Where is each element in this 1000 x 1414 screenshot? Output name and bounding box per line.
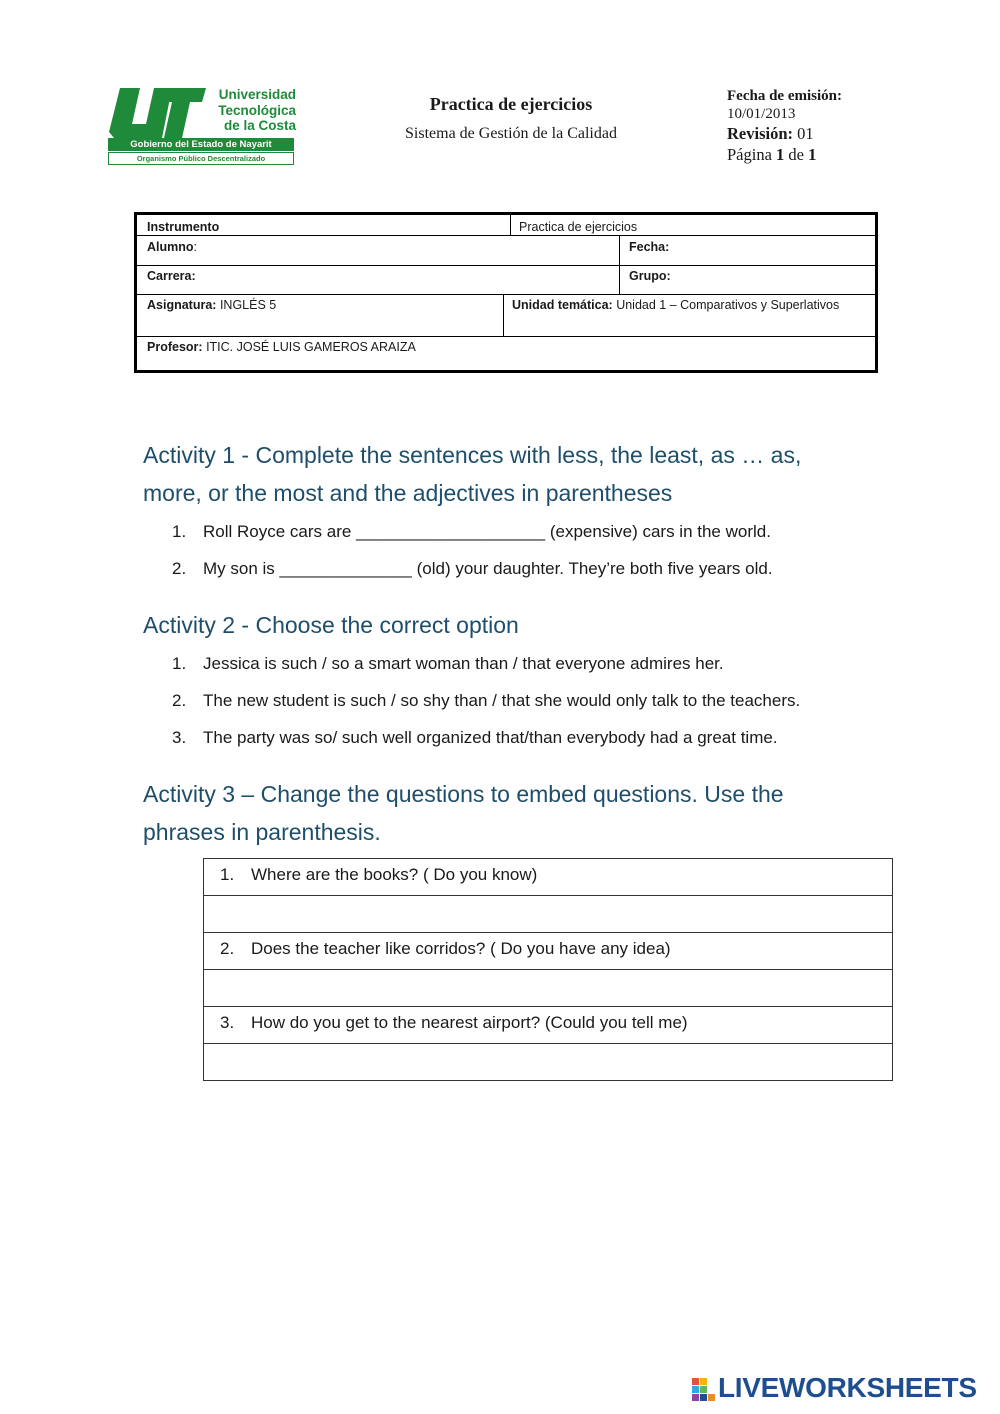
- issue-date: 10/01/2013: [727, 106, 796, 122]
- liveworksheets-wordmark: LIVEWORKSHEETS: [718, 1372, 977, 1403]
- unidad-tematica: [503, 295, 839, 312]
- activity1-heading-line2: more, or the most and the adjectives in parentheses: [143, 480, 673, 506]
- document-meta: [727, 86, 927, 165]
- question-text: How do you get to the nearest airport? (Could you tell me): [251, 1013, 688, 1032]
- revision-value: 01: [797, 124, 814, 143]
- question-number: 2.: [220, 939, 235, 958]
- logo-name-line2: Tecnológica: [218, 102, 296, 118]
- page-number: [727, 144, 927, 165]
- activity3-heading: [143, 775, 883, 851]
- item-text: Roll Royce cars are ____________________ (expensive) cars in the world.: [203, 522, 771, 541]
- page-word: Página: [727, 145, 772, 164]
- profesor-label: Profesor:: [147, 340, 203, 354]
- alumno-colon: :: [193, 240, 198, 254]
- page-current: 1: [776, 145, 785, 164]
- activity3-heading-line1: Activity 3 – Change the questions to embed questions. Use the: [143, 781, 784, 807]
- logo-organism-band: Organismo Público Descentralizado: [108, 152, 294, 165]
- item-text: The new student is such / so shy than / that she would only talk to the teachers.: [203, 691, 801, 710]
- asignatura-label: Asignatura:: [147, 298, 217, 312]
- liveworksheets-logo-icon: [692, 1378, 716, 1402]
- grupo-field[interactable]: Grupo:: [629, 269, 671, 283]
- question-cell: [204, 859, 893, 896]
- logo-government-band: Gobierno del Estado de Nayarit: [108, 138, 294, 151]
- asignatura: [137, 295, 276, 312]
- activity1-heading-line1: Activity 1 - Complete the sentences with less, the least, as … as,: [143, 442, 802, 468]
- activity2-item: [172, 691, 932, 711]
- activity2-item: [172, 654, 932, 674]
- question-text: Where are the books? ( Do you know): [251, 865, 538, 884]
- unidad-label: Unidad temática:: [512, 298, 613, 312]
- carrera-field[interactable]: Carrera:: [147, 269, 196, 283]
- question-number: 1.: [220, 865, 235, 884]
- table-row: [204, 859, 893, 896]
- document-title: Practica de ejercicios: [429, 94, 593, 114]
- question-text: Does the teacher like corridos? ( Do you have any idea): [251, 939, 671, 958]
- revision: [727, 123, 927, 144]
- question-number: 3.: [220, 1013, 235, 1032]
- activity3-table: [203, 858, 893, 1081]
- activity1-item: [172, 559, 932, 579]
- item-text: Jessica is such / so a smart woman than / that everyone admires her.: [203, 654, 724, 673]
- table-row: [204, 1044, 893, 1081]
- answer-cell[interactable]: [204, 1044, 893, 1081]
- activity2-item: [172, 728, 932, 748]
- university-logo: [106, 86, 296, 166]
- page-total: 1: [808, 145, 817, 164]
- logo-name-line3: de la Costa: [223, 118, 296, 133]
- instrumento-label: Instrumento: [147, 220, 220, 234]
- question-cell: [204, 1007, 893, 1044]
- answer-cell[interactable]: [204, 970, 893, 1007]
- item-number: 1.: [172, 654, 187, 673]
- liveworksheets-brand[interactable]: [692, 1374, 992, 1406]
- item-number: 3.: [172, 728, 187, 747]
- activity3-heading-line2: phrases in parenthesis.: [143, 819, 381, 845]
- activity2-heading: Activity 2 - Choose the correct option: [143, 612, 519, 638]
- alumno-field[interactable]: [137, 237, 197, 254]
- profesor-value: ITIC. JOSÉ LUIS GAMEROS ARAIZA: [206, 340, 416, 354]
- ut-logo-mark-icon: [106, 86, 206, 140]
- profesor: [137, 337, 416, 354]
- activity1-item: [172, 522, 932, 542]
- item-number: 1.: [172, 522, 187, 541]
- divider: [137, 235, 875, 236]
- table-row: [204, 1007, 893, 1044]
- table-row: [204, 933, 893, 970]
- revision-label: Revisión:: [727, 124, 793, 143]
- logo-name-line1: Universidad: [218, 87, 296, 102]
- item-text: My son is ______________ (old) your daughter. They’re both five years old.: [203, 559, 773, 578]
- page-of: de: [788, 145, 804, 164]
- table-row: [204, 896, 893, 933]
- document-subtitle: Sistema de Gestión de la Calidad: [405, 125, 617, 142]
- instrumento-value: Practica de ejercicios: [519, 220, 638, 234]
- question-cell: [204, 933, 893, 970]
- divider: [137, 265, 875, 266]
- item-text: The party was so/ such well organized that/than everybody had a great time.: [203, 728, 778, 747]
- unidad-value: Unidad 1 – Comparativos y Superlativos: [616, 298, 840, 312]
- item-number: 2.: [172, 691, 187, 710]
- student-info-table: [134, 212, 878, 373]
- activity1-heading: [143, 436, 883, 512]
- fecha-field[interactable]: Fecha:: [629, 240, 670, 254]
- alumno-label: Alumno: [147, 240, 194, 254]
- issue-date-label: Fecha de emisión:: [727, 88, 842, 104]
- item-number: 2.: [172, 559, 187, 578]
- table-row: [204, 970, 893, 1007]
- asignatura-value: INGLÉS 5: [219, 298, 277, 312]
- logo-university-name: [206, 87, 296, 134]
- answer-cell[interactable]: [204, 896, 893, 933]
